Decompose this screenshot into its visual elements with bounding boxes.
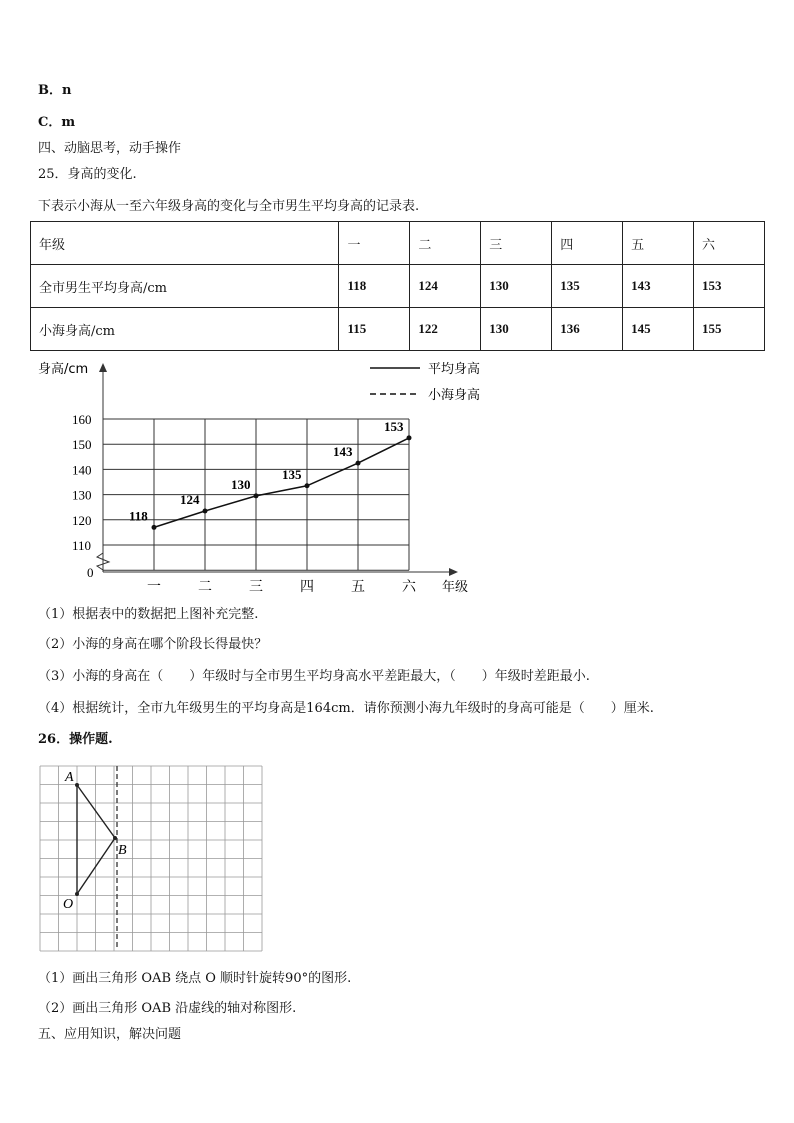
data-point: [152, 525, 157, 530]
x-axis-arrow-icon: [449, 568, 458, 576]
x-tick-label: 一: [147, 579, 161, 595]
y-axis-label: 身高/cm: [38, 362, 89, 377]
table-cell: 130: [481, 265, 552, 308]
row-header: 年级: [31, 222, 339, 265]
row-header: 全市男生平均身高/cm: [31, 265, 339, 308]
data-label: 130: [231, 476, 251, 492]
grade-cell: 三: [481, 222, 552, 265]
y-tick-labels: [72, 412, 92, 553]
data-point: [203, 508, 208, 513]
x-tick-label: 四: [300, 579, 314, 595]
x-axis-label: 年级: [442, 580, 469, 595]
row-header: 小海身高/cm: [31, 308, 339, 351]
legend-average: 平均身高: [428, 362, 481, 377]
height-table: [30, 221, 765, 351]
q25-question-2: （2）小海的身高在哪个阶段长得最快？: [38, 637, 268, 652]
y-tick-label: 130: [72, 487, 92, 503]
data-point: [254, 493, 259, 498]
table-cell: 122: [410, 308, 481, 351]
y-tick-label: 160: [72, 412, 92, 427]
table-cell: 153: [694, 265, 765, 308]
data-label: 118: [129, 508, 148, 524]
data-label: 135: [282, 466, 302, 482]
grade-cell: 四: [552, 222, 623, 265]
table-cell: 145: [623, 308, 694, 351]
table-cell: 135: [552, 265, 623, 308]
label-o: O: [63, 897, 74, 912]
x-tick-labels: [147, 579, 417, 595]
option-c: C．m: [38, 115, 76, 130]
section-5-title: 五、应用知识，解决问题: [38, 1027, 182, 1042]
x-tick-label: 三: [249, 579, 263, 595]
q26-title: 26．操作题.: [38, 732, 113, 747]
option-b: B．n: [38, 83, 72, 98]
y-zero-label: 0: [87, 565, 94, 580]
q26-question-1: （1）画出三角形 OAB 绕点 O 顺时针旋转90°的图形.: [38, 971, 352, 986]
square-grid: [40, 766, 262, 951]
data-label: 143: [333, 444, 353, 460]
table-row-grade: [31, 222, 765, 265]
grade-cell: 五: [623, 222, 694, 265]
point-b: [113, 836, 117, 840]
label-a: A: [65, 770, 74, 785]
q25-title: 25．身高的变化.: [38, 167, 137, 182]
height-line-chart: [0, 355, 520, 600]
q25-question-3: （3）小海的身高在（ ）年级时与全市男生平均身高水平差距最大，（ ）年级时差距最小.: [38, 669, 590, 684]
y-axis-arrow-icon: [99, 363, 107, 372]
q26-question-2: （2）画出三角形 OAB 沿虚线的轴对称图形.: [38, 1001, 297, 1016]
y-tick-label: 140: [72, 462, 92, 478]
table-cell: 115: [339, 308, 410, 351]
y-tick-label: 150: [72, 437, 92, 453]
table-cell: 118: [339, 265, 410, 308]
series-average: [129, 419, 412, 530]
point-o: [75, 892, 79, 896]
x-tick-label: 二: [198, 579, 212, 595]
q25-question-4: （4）根据统计，全市九年级男生的平均身高是164cm．请你预测小海九年级时的身高可能是（ ）厘米.: [38, 701, 654, 716]
table-cell: 155: [694, 308, 765, 351]
y-tick-label: 120: [72, 512, 92, 528]
grid-figure: [30, 760, 275, 955]
q25-intro: 下表示小海从一至六年级身高的变化与全市男生平均身高的记录表.: [38, 199, 420, 214]
grade-cell: 一: [339, 222, 410, 265]
grade-cell: 二: [410, 222, 481, 265]
data-point: [407, 435, 412, 440]
triangle-oab: [77, 785, 115, 894]
data-label: 124: [180, 491, 200, 507]
label-b: B: [118, 843, 127, 858]
q25-question-1: （1）根据表中的数据把上图补充完整.: [38, 607, 259, 622]
x-tick-label: 六: [402, 579, 416, 595]
legend-xiaohai: 小海身高: [428, 388, 481, 403]
section-4-title: 四、动脑思考，动手操作: [38, 141, 182, 156]
data-label: 153: [384, 418, 404, 434]
point-a: [75, 783, 79, 787]
table-row-xiaohai: [31, 308, 765, 351]
data-point: [305, 483, 310, 488]
data-point: [356, 461, 361, 466]
table-cell: 143: [623, 265, 694, 308]
table-cell: 124: [410, 265, 481, 308]
y-tick-label: 110: [72, 538, 92, 553]
series-line-average: [154, 438, 409, 527]
table-row-average: [31, 265, 765, 308]
grade-cell: 六: [694, 222, 765, 265]
x-tick-label: 五: [351, 579, 365, 595]
table-cell: 130: [481, 308, 552, 351]
table-cell: 136: [552, 308, 623, 351]
